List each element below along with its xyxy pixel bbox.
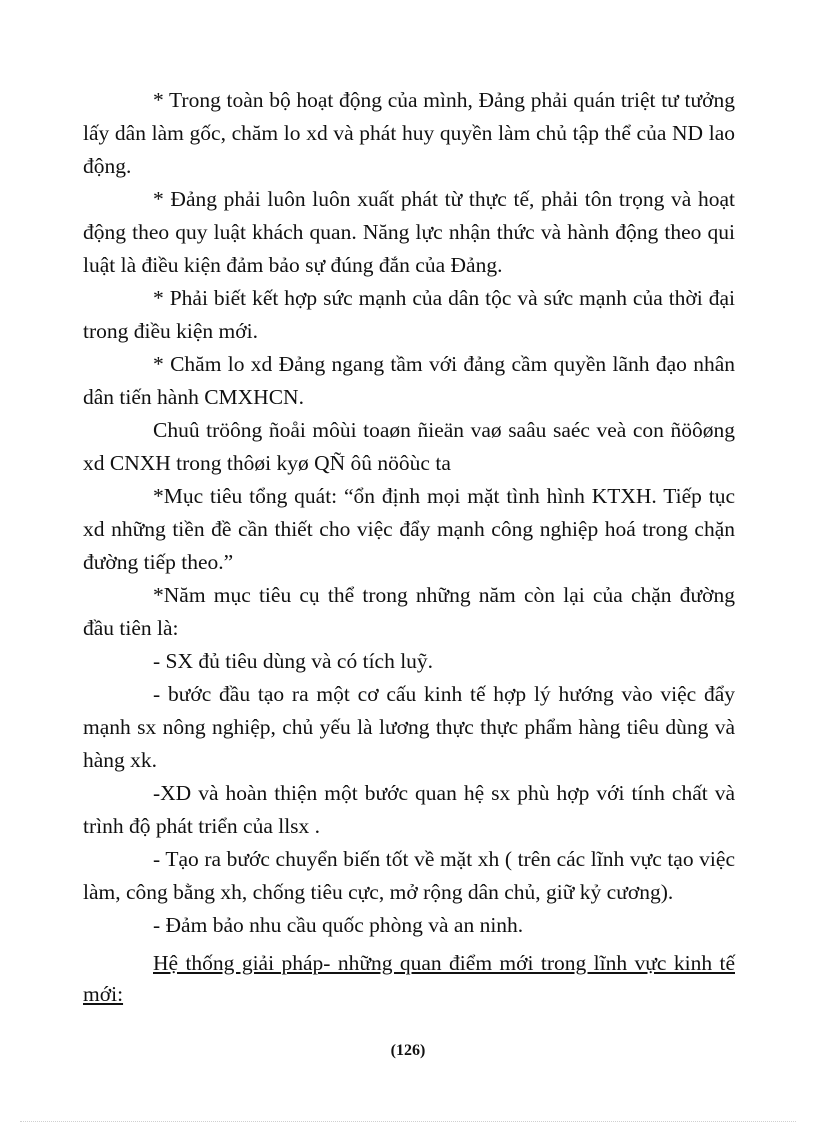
page-number: (126) — [390, 1042, 426, 1059]
paragraph-3: * Phải biết kết hợp sức mạnh của dân tộc và sức mạnh của thời đại trong điều kiện mới. — [83, 286, 735, 343]
list-item-4: - Tạo ra bước chuyển biến tốt về mặt xh ( trên các lĩnh vực tạo việc làm, công bằng xh, chống tiêu cực, mở rộng dân chủ, giữ kỷ cương). — [83, 847, 735, 904]
list-item-2: - bước đầu tạo ra một cơ cấu kinh tế hợp lý hướng vào việc đẩy mạnh sx nông nghiệp, chủ yếu là lương thực thực phẩm hàng tiêu dùng và hàng xk. — [83, 682, 735, 772]
list-item-5: - Đảm bảo nhu cầu quốc phòng và an ninh. — [153, 913, 524, 937]
section-heading: Hệ thống giải pháp- những quan điểm mới trong lĩnh vực kinh tế mới: — [83, 951, 735, 1006]
list-item-3: -XD và hoàn thiện một bước quan hệ sx phù hợp với tính chất và trình độ phát triển của llsx . — [83, 781, 735, 838]
paragraph-4: * Chăm lo xd Đảng ngang tầm với đảng cầm quyền lãnh đạo nhân dân tiến hành CMXHCN. — [83, 352, 735, 409]
paragraph-6-general-goal: *Mục tiêu tổng quát: “ổn định mọi mặt tình hình KTXH. Tiếp tục xd những tiền đề cần thiết cho việc đẩy mạnh công nghiệp hoá trong chặn đường tiếp theo.” — [83, 484, 735, 574]
paragraph-7-five-goals: *Năm mục tiêu cụ thể trong những năm còn lại của chặn đường đầu tiên là: — [83, 583, 735, 640]
list-item-1: - SX đủ tiêu dùng và có tích luỹ. — [153, 649, 434, 673]
paragraph-5-garbled: Chuû tröông ñoåi môùi toaøn ñieän vaø saâu saéc veà con ñöôøng xd CNXH trong thôøi kyø QÑ ôû nöôùc ta — [83, 418, 735, 475]
document-body — [83, 84, 735, 1010]
paragraph-1: * Trong toàn bộ hoạt động của mình, Đảng phải quán triệt tư tưởng lấy dân làm gốc, chăm lo xd và phát huy quyền làm chủ tập thể của ND lao động. — [83, 88, 735, 178]
paragraph-2: * Đảng phải luôn luôn xuất phát từ thực tế, phải tôn trọng và hoạt động theo quy luật khách quan. Năng lực nhận thức và hành động theo qui luật là điều kiện đảm bảo sự đúng đắn của Đảng. — [83, 187, 735, 277]
page-bottom-rule — [20, 1121, 796, 1122]
